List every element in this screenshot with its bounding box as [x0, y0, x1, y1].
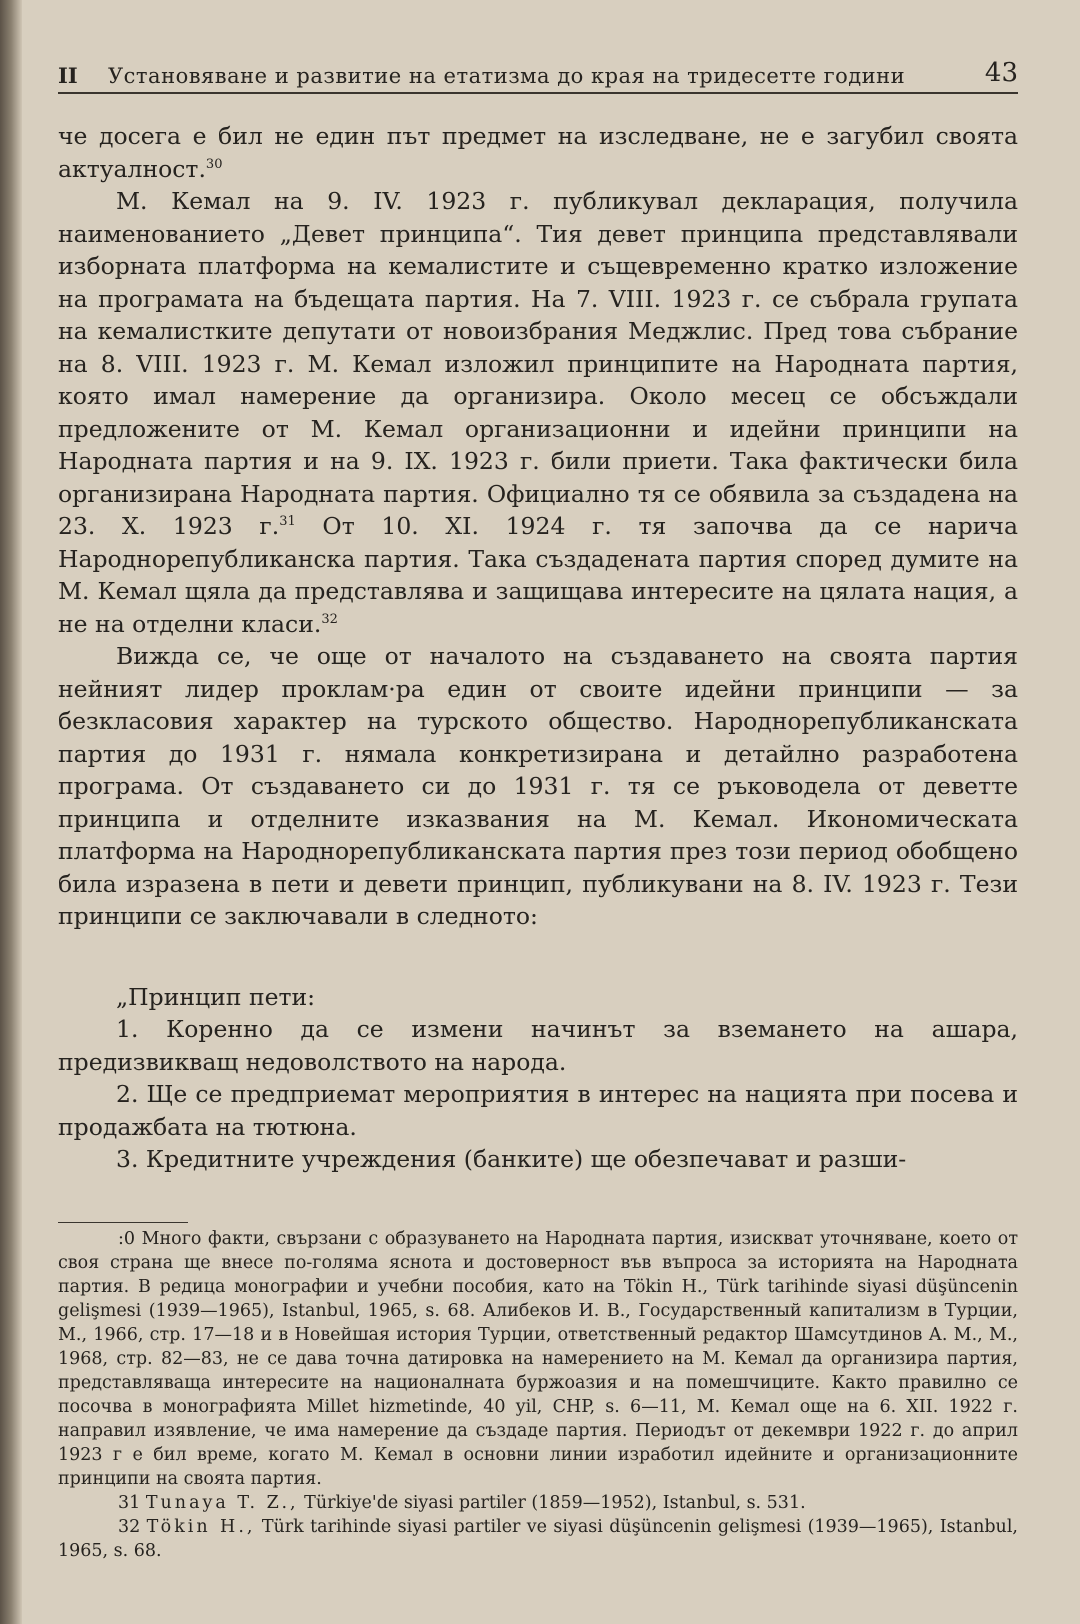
footnotes — [58, 1222, 1018, 1563]
footnote-32-number: 32 — [118, 1516, 141, 1537]
quote-item-1: 1. Коренно да се измени начинът за вземането на ашара, предизвикващ недоволството на народа. — [58, 1015, 1018, 1076]
footnote-30-text: Много факти, свързани с образуването на Народната партия, изискват уточняване, което от своя страна ще внесе по-голяма яснота и достоверност във въпроса за историята на Народната партия. В редица монографии и учебни пособия, като на Tökin H., Türk tarihinde siyasi düşüncenin gelişmesi (1939—1965), Istanbul, 1965, s. 68. Алибеков И. В., Государственный капитализм в Турции, М., 1966, стр. 17—18 и в Новейшая история Турции, ответственный редактор Шамсутдинов А. М., М., 1968, стр. 82—83, не се дава точна датировка на намерението на М. Кемал да организира партия, представляваща интересите на националната буржоазия и на помешчиците. Както правилно се посочва в монографията Millet hizmetinde, 40 yil, CHP, s. 6—11, М. Кемал още на 6. XII. 1922 г. направил изявление, че има намерение да създаде партия. Периодът от декември 1922 г. до април 1923 г е бил време, когато М. Кемал в основни линии изработил идейните и организационните принципи на своята партия. — [58, 1228, 1018, 1489]
running-header — [58, 40, 1018, 94]
running-title: Установяване и развитие на етатизма до края на тридесетте години — [108, 64, 906, 88]
main-text — [58, 120, 1018, 1176]
page-number: 43 — [984, 58, 1018, 88]
paragraph-1-text: че досега е бил не един път предмет на изследване, не е загубил своята актуалност. — [58, 122, 1018, 183]
paragraph-2-tail: От 10. XI. 1924 г. тя започва да се нарича Народнорепубликанска партия. Така създадената партия според думите на М. Кемал щяла да представлява и защищава интересите на цялата нация, а не на отделни класи. — [58, 512, 1018, 638]
footnote-31-author: Tunaya T. Z., — [145, 1492, 299, 1513]
quote-item-3: 3. Кредитните учреждения (банките) ще обезпечават и разши- — [116, 1145, 907, 1173]
paragraph-3: Вижда се, че още от началото на създаването на своята партия нейният лидер проклам·ра един от своите идейни принципи — за безкласовия характер на турското общество. Народнорепубликанската партия до 1931 г. нямала конкретизирана и детайлно разработена програма. От създаването си до 1931 г. тя се ръководела от деветте принципа и отделните изказвания на М. Кемал. Икономическата платформа на Народнорепубликанската партия през този период обобщено била изразена в пети и девети принцип, публикувани на 8. IV. 1923 г. Тези принципи се заключавали в следното: — [58, 642, 1018, 930]
footnote-30-number: :0 — [118, 1228, 136, 1249]
paragraph-2 — [58, 185, 1018, 640]
footnote-ref-32: 32 — [321, 611, 338, 627]
book-binding-edge — [0, 0, 22, 1624]
paragraph-1 — [58, 120, 1018, 185]
footnote-rule — [58, 1222, 188, 1223]
footnote-32-text: Türk tarihinde siyasi partiler ve siyasi düşüncenin gelişmesi (1939—1965), Istanbul, 1965, s. 68. — [58, 1516, 1018, 1561]
footnote-ref-30: 30 — [205, 156, 223, 172]
book-page — [58, 40, 1018, 1600]
chapter-number: II — [58, 63, 78, 88]
quoted-principles — [58, 981, 1018, 1176]
quote-title: „Принцип пети: — [116, 982, 316, 1011]
footnote-32-author: Tökin H., — [146, 1516, 256, 1537]
quote-item-2: 2. Ще се предприемат мероприятия в интерес на нацията при посева и продажбата на тютюна. — [58, 1080, 1018, 1141]
footnote-31 — [58, 1491, 1018, 1515]
footnote-31-text: Türkiye'de siyasi partiler (1859—1952), Istanbul, s. 531. — [298, 1492, 806, 1513]
footnote-31-number: 31 — [118, 1492, 141, 1513]
footnote-30 — [58, 1227, 1018, 1491]
footnote-ref-31: 31 — [279, 514, 296, 530]
footnote-32 — [58, 1515, 1018, 1563]
paragraph-2-text: М. Кемал на 9. IV. 1923 г. публикувал декларация, получила наименованието „Девет принципа“. Тия девет принципа представлявали изборната платформа на кемалистите и същевременно кратко изложение на програмата на бъдещата партия. На 7. VIII. 1923 г. се събрала групата на кемалистките депутати от новоизбрания Меджлис. Пред това събрание на 8. VIII. 1923 г. М. Кемал изложил принципите на Народната партия, която имал намерение да организира. Около месец се обсъждали предложените от М. Кемал организационни и идейни принципи на Народната партия и на 9. IX. 1923 г. били приети. Така фактически била организирана Народната партия. Официално тя се обявила за създадена на 23. X. 1923 г. — [58, 187, 1018, 540]
